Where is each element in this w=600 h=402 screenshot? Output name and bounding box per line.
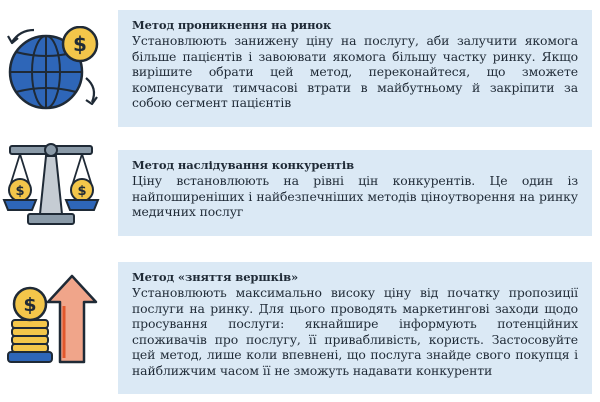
method-title: Метод проникнення на ринок: [132, 18, 332, 32]
svg-text:$: $: [23, 294, 37, 316]
svg-text:$: $: [15, 184, 25, 199]
method-title: Метод наслідування конкурентів: [132, 158, 354, 172]
method-description: Установлюють максимально високу ціну від початку пропозиції послуги на ринку. Для цього проводять маркетингові заходи щодо просування послуги: якнайшире інформують потенційних споживачів про послугу, її привабливість, користь. Застосовуйте цей метод, лише коли впевнені, що послуга знайде свого покупця і найближчим часом її не зможуть надавати конкуренти: [132, 285, 578, 378]
method-title: Метод «зняття вершків»: [132, 270, 299, 284]
coins-arrow-up-icon: [2, 272, 106, 368]
method-description: Ціну встановлюють на рівні цін конкурентів. Це один із найпоширеніших і найбезпечніших методів ціноутворення на ринку медичних послуг: [132, 173, 578, 219]
method-box: [118, 150, 592, 236]
svg-text:$: $: [77, 184, 87, 199]
method-box: [118, 10, 592, 127]
svg-text:$: $: [73, 32, 87, 56]
scales-coins-icon: [2, 140, 106, 230]
method-description: Установлюють занижену ціну на послугу, аби залучити якомога більше пацієнтів і завоювати якомога більшу частку ринку. Якщо вирішите обрати цей метод, переконайтеся, що зможете компенсувати тимчасові втрати в майбутньому й закріпити за собою сегмент пацієнтів: [132, 33, 578, 110]
globe-dollar-icon: [2, 26, 106, 112]
method-box: [118, 262, 592, 394]
